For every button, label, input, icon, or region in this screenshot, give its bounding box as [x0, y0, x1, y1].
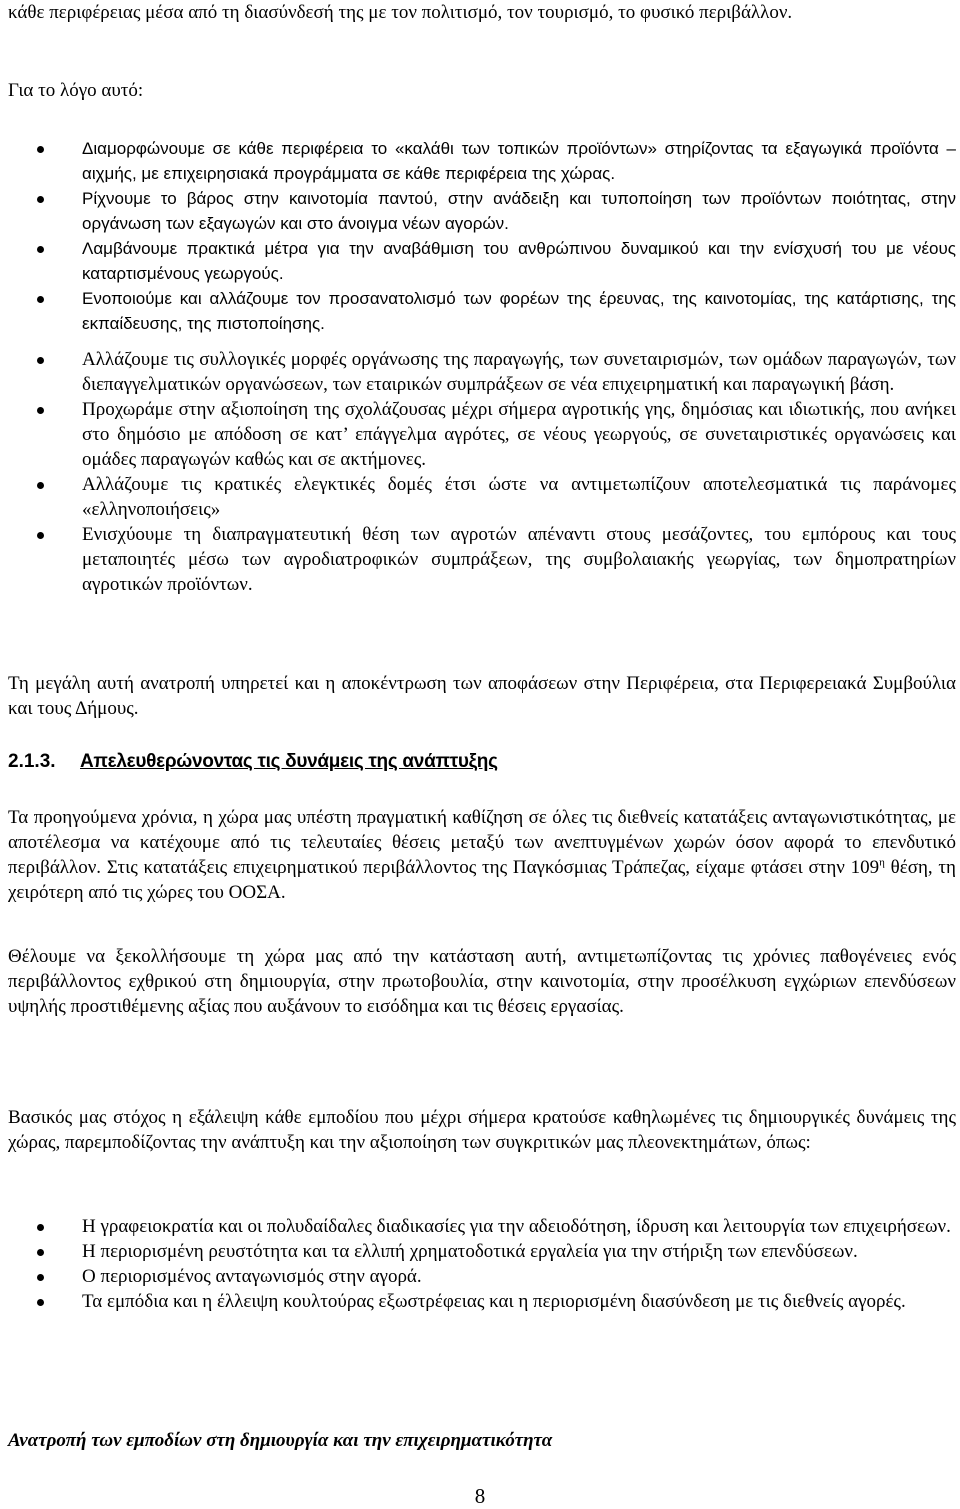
actions-list-part1 — [0, 136, 956, 336]
list-item: Ενισχύουμε τη διαπραγματευτική θέση των αγροτών απέναντι στους μεσάζοντες, του εμπόρους και τους μεταποιητές μέσω των αγροδιατροφικών συμπράξεων, της συμβολαιακής γεωργίας, των δημοπρατηρίων αγροτικών προϊόντων. — [0, 522, 956, 597]
actions-list-part2 — [0, 347, 956, 597]
bullet-icon — [37, 1299, 44, 1306]
list-item: Λαμβάνουμε πρακτικά μέτρα για την αναβάθμιση του ανθρώπινου δυναμικού και την ενίσχυσή του με νέους καταρτισμένους γεωργούς. — [0, 236, 956, 286]
bullet-icon — [37, 1249, 44, 1256]
objective-paragraph: Βασικός μας στόχος η εξάλειψη κάθε εμποδίου που μέχρι σήμερα κρατούσε καθηλωμένες τις δημιουργικές δυνάμεις της χώρας, παρεμποδίζοντας την ανάπτυξη και την αξιοποίηση των συγκριτικών μας πλεονεκτημάτων, όπως: — [8, 1107, 956, 1153]
intro-paragraph-tail: κάθε περιφέρειας μέσα από τη διασύνδεσή της με τον πολιτισμό, τον τουρισμό, το φυσικό περιβάλλον. — [8, 2, 793, 23]
bullet-icon — [37, 407, 44, 414]
bullet-icon — [37, 146, 44, 153]
subheading: Ανατροπή των εμποδίων στη δημιουργία και την επιχειρηματικότητα — [8, 1430, 553, 1451]
section-heading — [8, 749, 498, 775]
list-item: Προχωράμε στην αξιοποίηση της σχολάζουσας μέχρι σήμερα αγροτικής γης, δημόσιας και ιδιωτικής, που ανήκει στο δημόσιο με απόδοση σε κατ’ επάγγελμα αγρότες, σε νέους γεωργούς, σε συνεταιριστικές οργανώσεις και ομάδες παραγωγών καθώς και σε ακτήμονες. — [0, 397, 956, 472]
list-item: Αλλάζουμε τις κρατικές ελεγκτικές δομές έτσι ώστε να αντιμετωπίζουν αποτελεσματικά τις παράνομες «ελληνοποιήσεις» — [0, 472, 956, 522]
obstacles-list — [0, 1214, 956, 1314]
list-item: Η γραφειοκρατία και οι πολυδαίδαλες διαδικασίες για την αδειοδότηση, ίδρυση και λειτουργία των επιχειρήσεων. — [0, 1214, 956, 1239]
list-item: Ο περιορισμένος ανταγωνισμός στην αγορά. — [0, 1264, 956, 1289]
page-number: 8 — [474, 1484, 486, 1508]
list-item: Αλλάζουμε τις συλλογικές μορφές οργάνωσης της παραγωγής, των συνεταιρισμών, των ομάδων παραγωγών, των διεπαγγελματικών οργανώσεων, των εταιρικών συμπράξεων σε νέα επιχειρηματική και παραγωγική βάση. — [0, 347, 956, 397]
bullet-icon — [37, 296, 44, 303]
lead-in-text: Για το λόγο αυτό: — [8, 80, 144, 101]
goals-paragraph: Θέλουμε να ξεκολλήσουμε τη χώρα μας από την κατάσταση αυτή, αντιμετωπίζοντας τις χρόνιες παθογένειες ενός περιβάλλοντος εχθρικού στη δημιουργία, στην πρωτοβουλία, στην καινοτομία, στην προσέλκυση εγχώριων επενδύσεων υψηλής προστιθέμενης αξίας που αυξάνουν το εισόδημα και τις θέσεις εργασίας. — [8, 946, 956, 1017]
section-number: 2.1.3. — [8, 751, 56, 772]
bullet-icon — [37, 532, 44, 539]
list-item: Ρίχνουμε το βάρος στην καινοτομία παντού, στην ανάδειξη και τυποποίηση των προϊόντων ποιότητας, στην οργάνωση των εξαγωγών και στο άνοιγμα νέων αγορών. — [0, 186, 956, 236]
bullet-icon — [37, 196, 44, 203]
list-item: Ενοποιούμε και αλλάζουμε τον προσανατολισμό των φορέων της έρευνας, της καινοτομίας, της κατάρτισης, της εκπαίδευσης, της πιστοποίησης. — [0, 286, 956, 336]
competitiveness-paragraph: Τα προηγούμενα χρόνια, η χώρα μας υπέστη πραγματική καθίζηση σε όλες τις διεθνείς κατατάξεις ανταγωνιστικότητας, με αποτέλεσμα να κατέχουμε από τις τελευταίες θέσεις μεταξύ των ανεπτυγμένων χωρών όσον αφορά το επενδυτικό περιβάλλον. Στις κατατάξεις επιχειρηματικού περιβάλλοντος της Παγκόσμιας Τράπεζας, είχαμε φτάσει στην $109^\eta$ θέση, τη χειρότερη από τις χώρες του ΟΟΣΑ. — [8, 807, 956, 903]
decentralization-paragraph: Τη μεγάλη αυτή ανατροπή υπηρετεί και η αποκέντρωση των αποφάσεων στην Περιφέρεια, στα Περιφερειακά Συμβούλια και τους Δήμους. — [8, 673, 956, 719]
list-item: Τα εμπόδια και η έλλειψη κουλτούρας εξωστρέφειας και η περιορισμένη διασύνδεση με τις διεθνείς αγορές. — [0, 1289, 956, 1314]
bullet-icon — [37, 357, 44, 364]
section-title: Απελευθερώνοντας τις δυνάμεις της ανάπτυξης — [80, 751, 498, 772]
bullet-icon — [37, 1224, 44, 1231]
bullet-icon — [37, 1274, 44, 1281]
bullet-icon — [37, 246, 44, 253]
list-item: Η περιορισμένη ρευστότητα και τα ελλιπή χρηματοδοτικά εργαλεία για την στήριξη των επενδύσεων. — [0, 1239, 956, 1264]
list-item: Διαμορφώνουμε σε κάθε περιφέρεια το «καλάθι των τοπικών προϊόντων» στηρίζοντας τα εξαγωγικά προϊόντα – αιχμής, με επιχειρησιακά προγράμματα σε κάθε περιφέρεια της χώρας. — [0, 136, 956, 186]
bullet-icon — [37, 482, 44, 489]
